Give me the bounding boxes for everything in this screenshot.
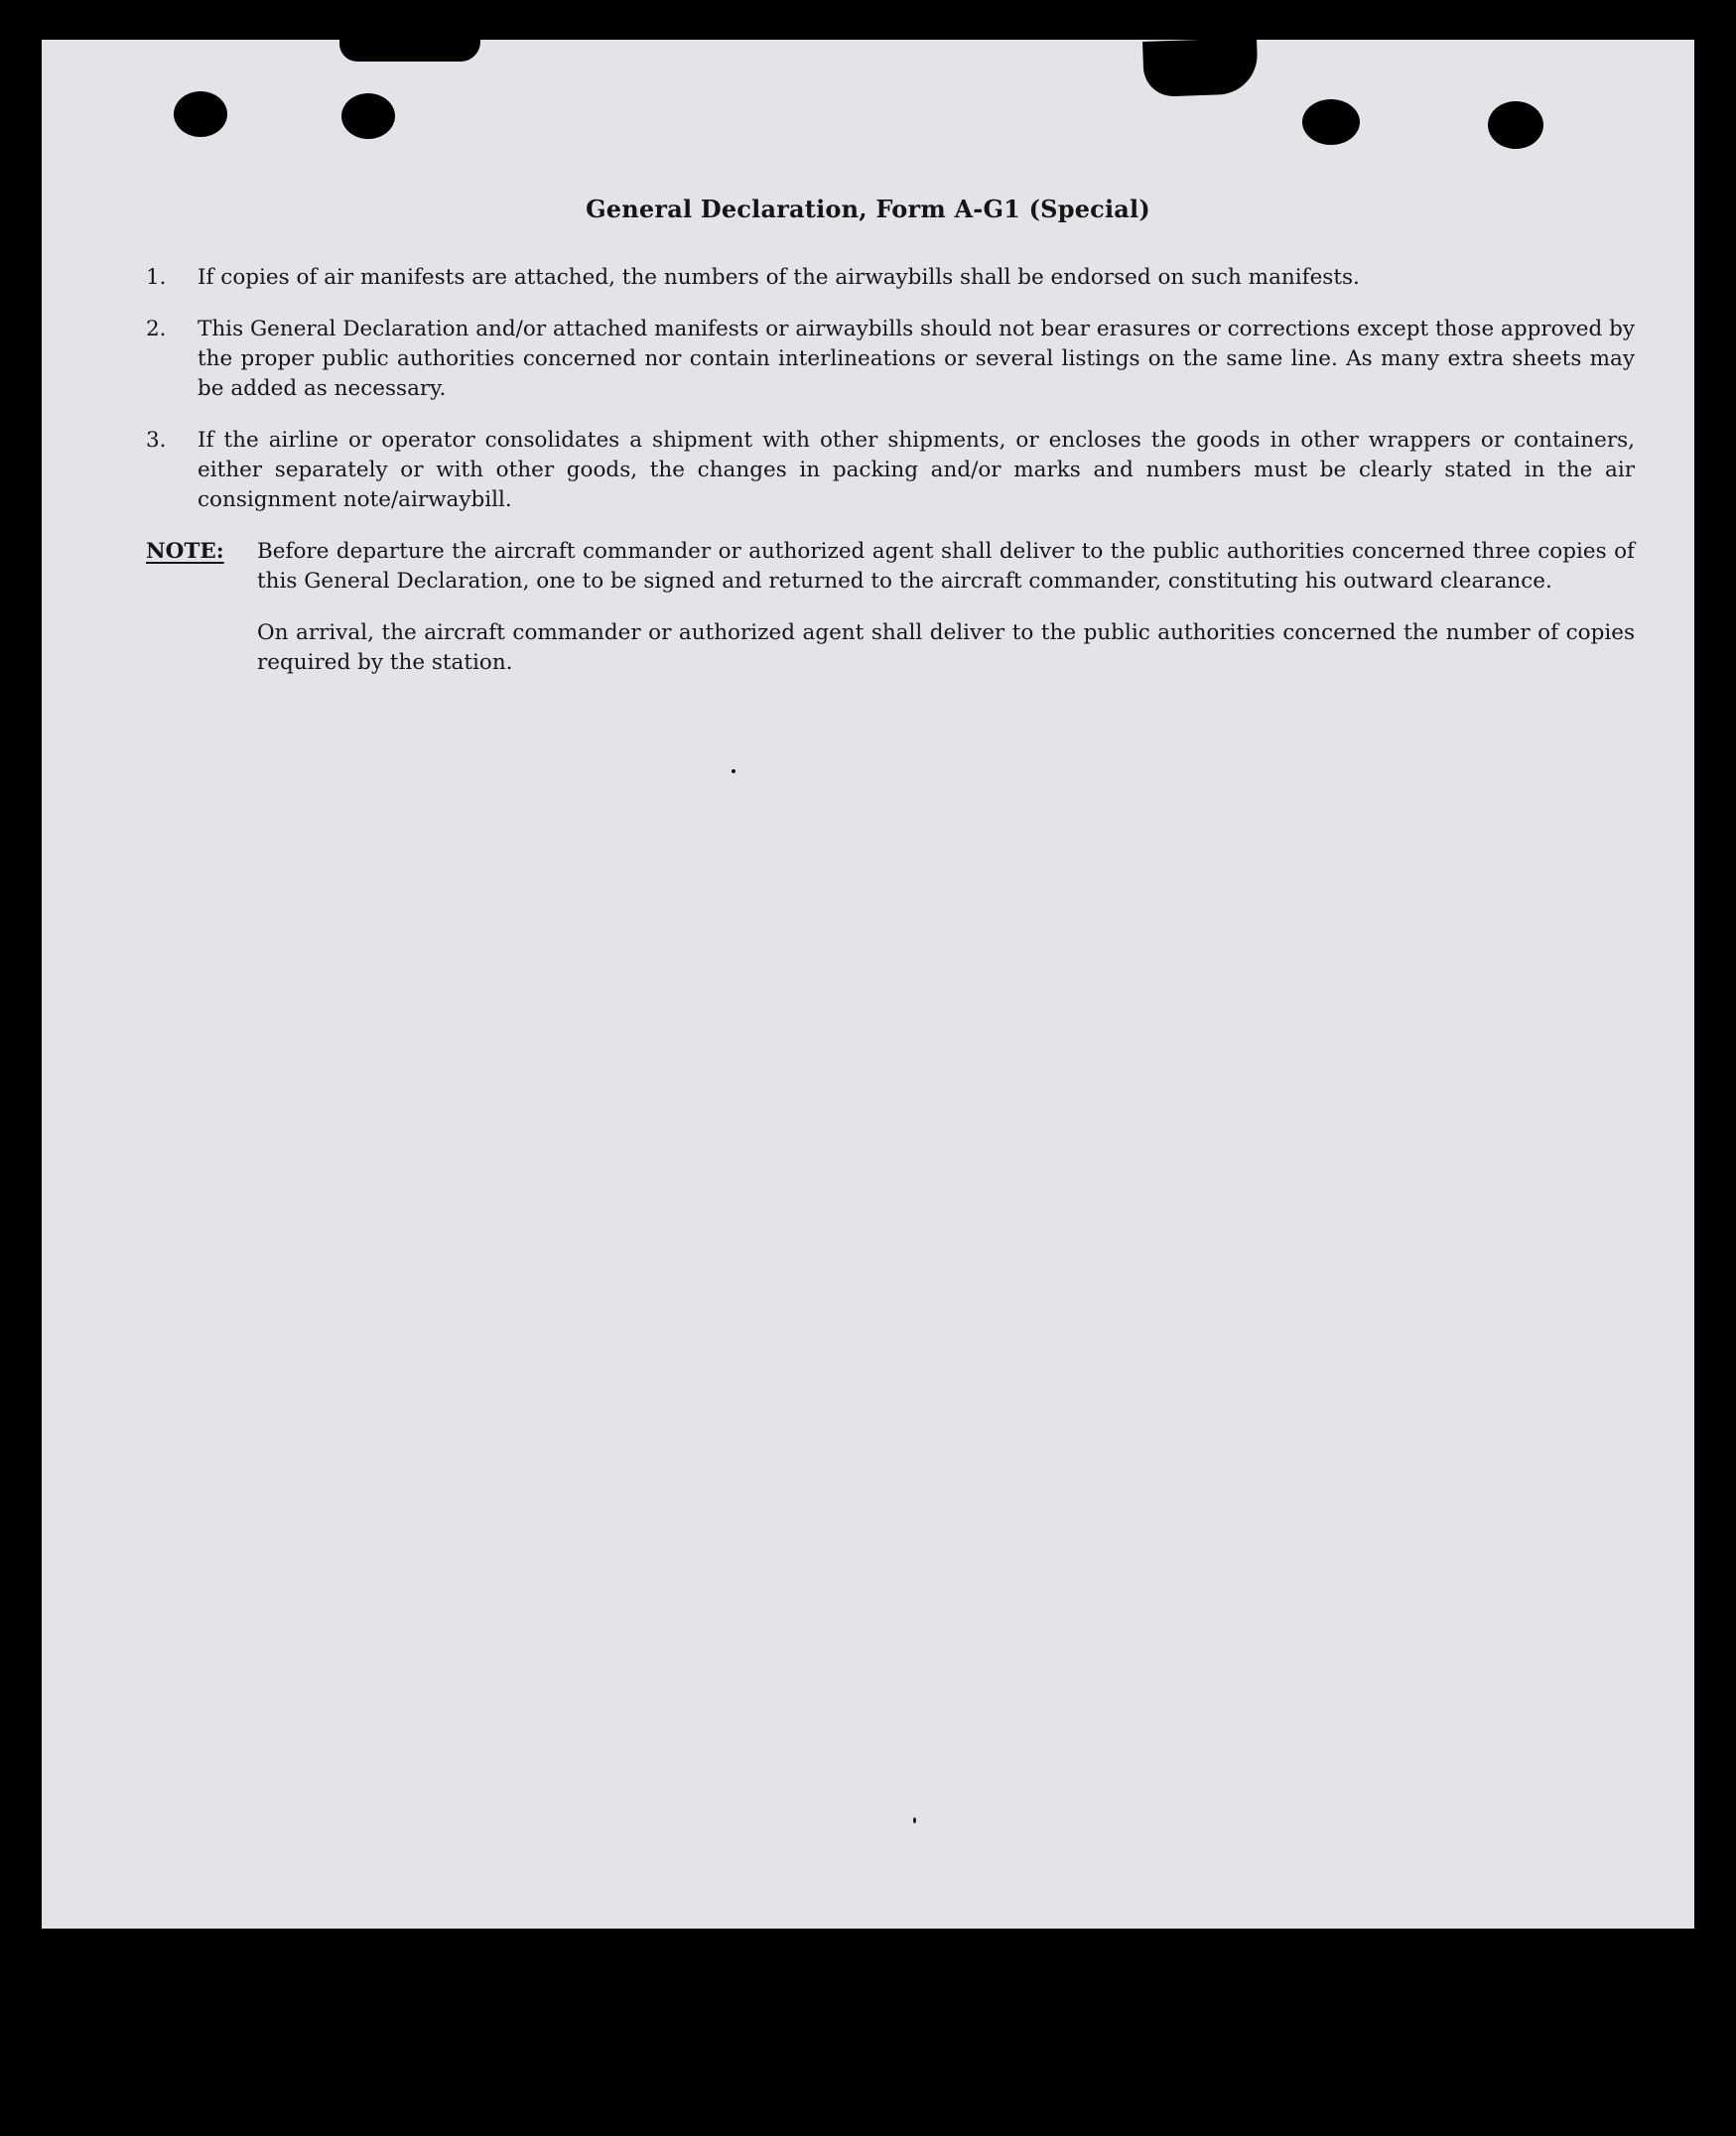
torn-edge-notch bbox=[339, 40, 480, 62]
list-item bbox=[146, 426, 1635, 515]
item-number: 1. bbox=[146, 265, 167, 290]
dust-speck bbox=[913, 1817, 916, 1823]
punch-hole bbox=[341, 93, 395, 139]
list-item bbox=[146, 315, 1635, 404]
item-number: 2. bbox=[146, 317, 167, 341]
document-body bbox=[146, 263, 1635, 700]
punch-hole bbox=[1488, 101, 1543, 149]
note-paragraph: On arrival, the aircraft commander or authorized agent shall deliver to the public authorities concerned the number of copies required by the station. bbox=[257, 620, 1635, 675]
dust-speck bbox=[732, 769, 735, 773]
torn-edge-notch bbox=[1142, 40, 1259, 97]
document-title: General Declaration, Form A-G1 (Special) bbox=[586, 195, 1150, 223]
note-label: NOTE: bbox=[146, 539, 224, 564]
punch-hole bbox=[174, 91, 227, 137]
punch-hole bbox=[1302, 99, 1360, 145]
item-number: 3. bbox=[146, 428, 167, 453]
note-section bbox=[146, 537, 1635, 678]
item-text: This General Declaration and/or attached manifests or airwaybills should not bear erasures or corrections except those approved by the proper public authorities concerned nor contain interlineations or several listings on the same line. As many extra sheets may be added as necessary. bbox=[198, 317, 1635, 401]
note-paragraph: Before departure the aircraft commander or authorized agent shall deliver to the public authorities concerned three copies of this General Declaration, one to be signed and returned to the aircraft commander, constituting his outward clearance. bbox=[257, 539, 1635, 594]
item-text: If copies of air manifests are attached, the numbers of the airwaybills shall be endorsed on such manifests. bbox=[198, 265, 1360, 290]
list-item bbox=[146, 263, 1635, 293]
item-text: If the airline or operator consolidates a shipment with other shipments, or encloses the goods in other wrappers or containers, either separately or with other goods, the changes in packing and/or marks and numbers must be clearly stated in the air consignment note/airwaybill. bbox=[198, 428, 1635, 512]
paper-sheet bbox=[42, 40, 1694, 1929]
